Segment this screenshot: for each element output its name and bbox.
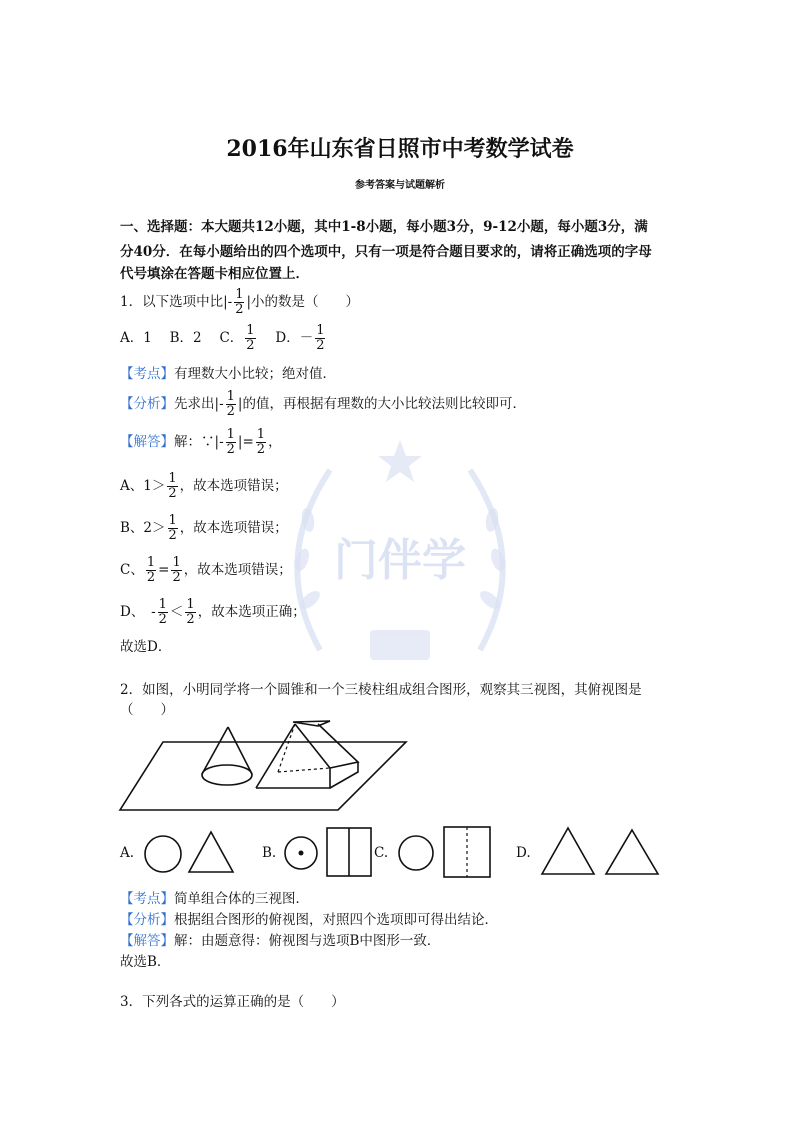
q1-choose: 故选D． <box>120 639 172 655</box>
watermark-text: 门伴学 <box>334 535 466 586</box>
q1-line-c: C、 $\frac{1}{2}$ = $\frac{1}{2}$ ，故本选项错误； <box>120 555 292 585</box>
q2-option-a-figure <box>143 828 243 876</box>
q1-stem: 1．以下选项中比|- $\frac{1}{2}$ |小的数是（ ） <box>120 287 360 317</box>
q2-stem-1: 2．如图，小明同学将一个圆锥和一个三棱柱组成组合图形，观察其三视图，其俯视图是 <box>120 682 642 698</box>
q2-option-d-figure <box>540 826 660 878</box>
q1-option-b: B．2 <box>169 330 202 346</box>
q1-option-a: A．1 <box>120 330 152 346</box>
q2-option-c-figure <box>396 824 496 880</box>
q2-option-b-figure <box>283 824 375 878</box>
q2-option-a-label: A. <box>120 845 135 861</box>
q2-stem-2: （ ） <box>120 702 174 718</box>
q2-option-d-label: D. <box>516 845 531 861</box>
q2-kaodian: 【考点】简单组合体的三视图． <box>120 891 309 907</box>
q2-fenxi: 【分析】根据组合图形的俯视图，对照四个选项即可得出结论． <box>120 912 498 928</box>
section-line-2: 分40分．在每小题给出的四个选项中，只有一项是符合题目要求的，请将正确选项的字母 <box>120 244 652 260</box>
q1-option-d: D．－ $\frac{1}{2}$ <box>275 323 325 353</box>
q2-jieda: 【解答】解：由题意得：俯视图与选项B中图形一致． <box>120 933 441 949</box>
q1-line-a: A、1＞ $\frac{1}{2}$ ，故本选项错误； <box>120 471 288 501</box>
q3-stem: 3．下列各式的运算正确的是（ ） <box>120 994 345 1010</box>
q2-option-b-label: B. <box>262 845 277 861</box>
q1-option-c: C． $\frac{1}{2}$ <box>219 323 255 353</box>
section-line-1: 一、选择题：本大题共12小题，其中1-8小题，每小题3分，9-12小题，每小题3分，满 <box>120 219 648 235</box>
q1-fenxi: 【分析】先求出|- $\frac{1}{2}$ |的值，再根据有理数的大小比较法则比较即可． <box>120 389 526 419</box>
q1-options <box>120 324 327 353</box>
section-line-3: 代号填涂在答题卡相应位置上． <box>120 266 309 282</box>
page-subtitle: 参考答案与试题解析 <box>355 180 445 191</box>
q2-figure <box>118 722 408 814</box>
q1-line-d: D、 - $\frac{1}{2}$ ＜ $\frac{1}{2}$ ，故本选项正确； <box>120 597 306 627</box>
watermark-logo <box>280 440 520 680</box>
q2-option-c-label: C. <box>374 845 389 861</box>
q1-kaodian: 【考点】有理数大小比较；绝对值． <box>120 366 336 382</box>
q1-line-b: B、2＞ $\frac{1}{2}$ ，故本选项错误； <box>120 513 288 543</box>
page-title: 2016年山东省日照市中考数学试卷 <box>226 136 574 162</box>
q1-jieda: 【解答】解：∵|- $\frac{1}{2}$ |= $\frac{1}{2}$ ， <box>120 427 282 457</box>
q2-choose: 故选B． <box>120 954 171 970</box>
